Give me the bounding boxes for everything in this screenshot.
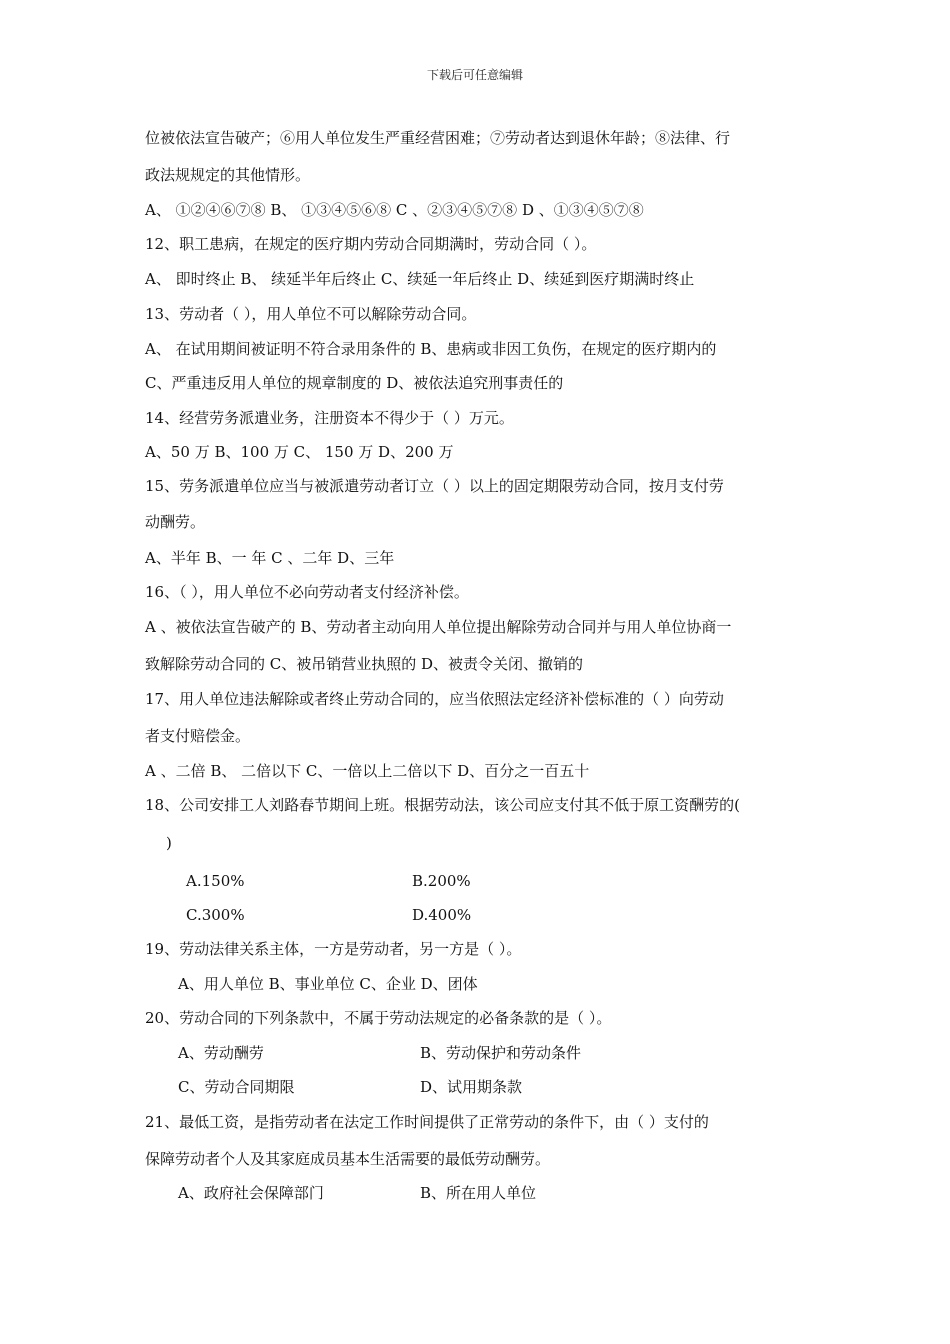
question-15: 15、劳务派遣单位应当与被派遣劳动者订立（ ）以上的固定期限劳动合同，按月支付劳 [145, 477, 724, 495]
page-header: 下载后可任意编辑 [426, 68, 523, 82]
answer-option-b: B.200% [412, 872, 471, 890]
answer-option-b: B、劳动保护和劳动条件 [420, 1044, 582, 1062]
text-line: ) [166, 834, 172, 852]
answer-option-b: B、所在用人单位 [420, 1184, 537, 1202]
text-line: 动酬劳。 [145, 513, 206, 531]
question-17: 17、用人单位违法解除或者终止劳动合同的，应当依照法定经济补偿标准的（ ）向劳动 [145, 690, 724, 708]
question-21: 21、最低工资，是指劳动者在法定工作时间提供了正常劳动的条件下，由（ ）支付的 [145, 1113, 709, 1131]
answer-options: 致解除劳动合同的 C、被吊销营业执照的 D、被责令关闭、撤销的 [145, 655, 584, 673]
answer-options: A、用人单位 B、事业单位 C、企业 D、团体 [178, 975, 478, 993]
answer-option-a: A.150% [186, 872, 245, 890]
answer-option-d: D、试用期条款 [420, 1078, 523, 1096]
answer-options: A 、被依法宣告破产的 B、劳动者主动向用人单位提出解除劳动合同并与用人单位协商一 [145, 618, 732, 636]
answer-options: A、 ①②④⑥⑦⑧ B、 ①③④⑤⑥⑧ C 、②③④⑤⑦⑧ D 、①③④⑤⑦⑧ [145, 201, 644, 219]
text-line: 政法规规定的其他情形。 [145, 166, 311, 184]
question-19: 19、劳动法律关系主体，一方是劳动者，另一方是（ ）。 [145, 940, 522, 958]
question-12: 12、职工患病，在规定的医疗期内劳动合同期满时，劳动合同（ ）。 [145, 235, 597, 253]
question-16: 16、（ ），用人单位不必向劳动者支付经济补偿。 [145, 583, 469, 601]
text-line: 保障劳动者个人及其家庭成员基本生活需要的最低劳动酬劳。 [145, 1150, 551, 1168]
answer-options: A、半年 B、一 年 C 、二年 D、三年 [145, 549, 395, 567]
question-20: 20、劳动合同的下列条款中，不属于劳动法规定的必备条款的是（ ）。 [145, 1009, 612, 1027]
answer-options: A、 即时终止 B、 续延半年后终止 C、续延一年后终止 D、续延到医疗期满时终止 [145, 270, 695, 288]
answer-option-a: A、劳动酬劳 [178, 1044, 264, 1062]
text-line: 者支付赔偿金。 [145, 727, 251, 745]
answer-options: A、50 万 B、100 万 C、 150 万 D、200 万 [145, 443, 454, 461]
answer-options: C、严重违反用人单位的规章制度的 D、被依法追究刑事责任的 [145, 374, 564, 392]
question-14: 14、经营劳务派遣业务，注册资本不得少于（ ）万元。 [145, 409, 514, 427]
answer-options: A 、二倍 B、 二倍以下 C、一倍以上二倍以下 D、百分之一百五十 [145, 762, 590, 780]
text-line: 位被依法宣告破产；⑥用人单位发生严重经营困难；⑦劳动者达到退休年龄；⑧法律、行 [145, 129, 731, 147]
question-13: 13、劳动者（ ），用人单位不可以解除劳动合同。 [145, 305, 477, 323]
answer-option-c: C、劳动合同期限 [178, 1078, 295, 1096]
answer-option-c: C.300% [186, 906, 245, 924]
answer-option-d: D.400% [412, 906, 472, 924]
question-18: 18、公司安排工人刘路春节期间上班。根据劳动法，该公司应支付其不低于原工资酬劳的( [145, 796, 740, 814]
answer-options: A、 在试用期间被证明不符合录用条件的 B、患病或非因工负伤，在规定的医疗期内的 [145, 340, 717, 358]
answer-option-a: A、政府社会保障部门 [178, 1184, 324, 1202]
